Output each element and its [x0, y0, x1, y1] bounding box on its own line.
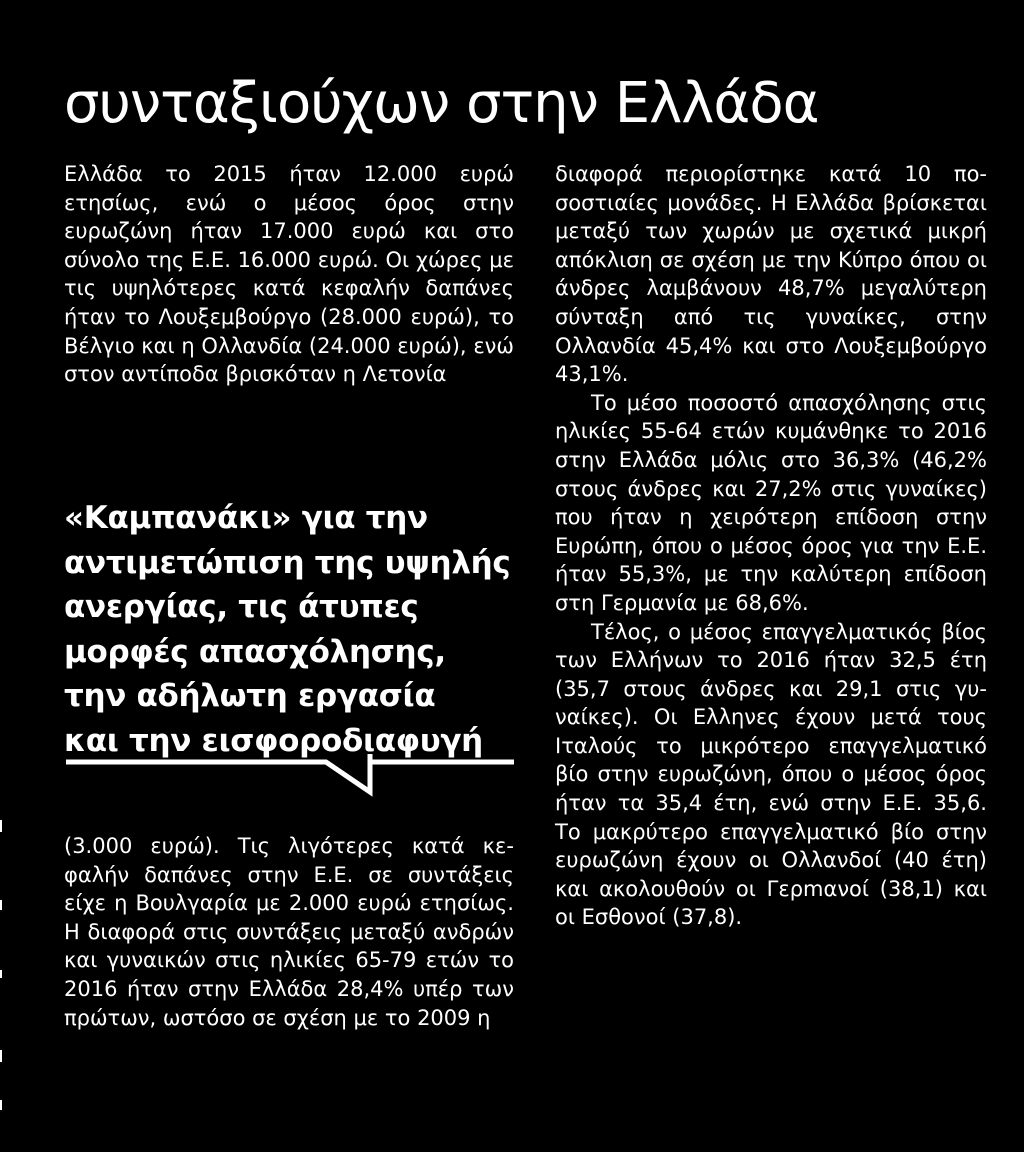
left-column-bottom — [64, 832, 514, 1032]
pull-quote: «Καμπανάκι» για την αντιμετώπιση της υψηλής ανεργίας, τις άτυπες μορφές απασχόλησης, την αδήλωτη εργασία και την εισφοροδιαφυγή — [64, 500, 511, 759]
paragraph: Τέλος, ο μέσος επαγγελματικός βίος των Ελλήνων το 2016 ήταν 32,5 έτη (35,7 στους άνδρες και 29,1 στις γυναίκες). Οι Ελληνες έχουν μετά τους Ιταλούς το μικρότερο επαγγελματικό βίο στην ευρωζώνη, όπου ο μέσος όρος ήταν τα 35,4 έτη, ενώ στην Ε.Ε. 35,6. Το μακρύτερο επαγγελματικό βίο στην ευρωζώνη έχουν οι Ολλανδοί (40 έτη) και ακολουθούν οι Γερmανοί (38,1) και οι Εσθονοί (37,8). — [555, 619, 987, 930]
paragraph: Ελλάδα το 2015 ήταν 12.000 ευρώ ετησίως, ενώ ο μέσος όρος στην ευρωζώνη ήταν 17.000 ευρώ και στο σύνολο της Ε.Ε. 16.000 ευρώ. Οι χώρες με τις υψηλότερες κατά κεφαλήν δαπάνες ήταν το Λουξεμβούργο (28.000 ευρώ), το Βέλγιο και η Ολλανδία (24.000 ευρώ), ενώ στον αντίποδα βρισκόταν η Λετονία — [64, 162, 514, 387]
paragraph: (3.000 ευρώ). Τις λιγότερες κατά κεφαλήν δαπάνες στην Ε.Ε. σε συντάξεις είχε η Βουλγαρία με 2.000 ευρώ ετησίως. Η διαφορά στις συντάξεις μεταξύ ανδρών και γυναικών στις ηλικίες 65-79 ετών το 2016 ήταν στην Ελλάδα 28,4% υπέρ των πρώτων, ωστόσο σε σχέση με το 2009 η — [64, 834, 514, 1030]
page-edge-marks — [0, 820, 6, 1120]
pull-quote-divider — [64, 752, 520, 812]
right-column — [555, 160, 987, 932]
article-headline: συνταξιούχων στην Ελλάδα — [64, 71, 819, 136]
paragraph: Το μέσο ποσοστό απασχόλησης στις ηλικίες 55-64 ετών κυμάνθηκε το 2016 στην Ελλάδα μόλις στο 36,3% (46,2% στους άνδρες και 27,2% στις γυναίκες) που ήταν η χειρότερη επίδοση στην Ευρώπη, όπου ο μέσος όρος για την Ε.Ε. ήταν 55,3%, με την καλύτερη επίδοση στη Γερμανία με 68,6%. — [555, 390, 987, 615]
paragraph: διαφορά περιορίστηκε κατά 10 ποσοστιαίες μονάδες. Η Ελλάδα βρίσκεται μεταξύ των χωρών με σχετικά μικρή απόκλιση σε σχέση με την Κύπρο όπου οι άνδρες λαμβάνουν 48,7% μεγαλύτερη σύνταξη από τις γυναίκες, στην Ολλανδία 45,4% και στο Λουξεμβούργο 43,1%. — [555, 162, 987, 387]
left-column-top — [64, 160, 514, 389]
